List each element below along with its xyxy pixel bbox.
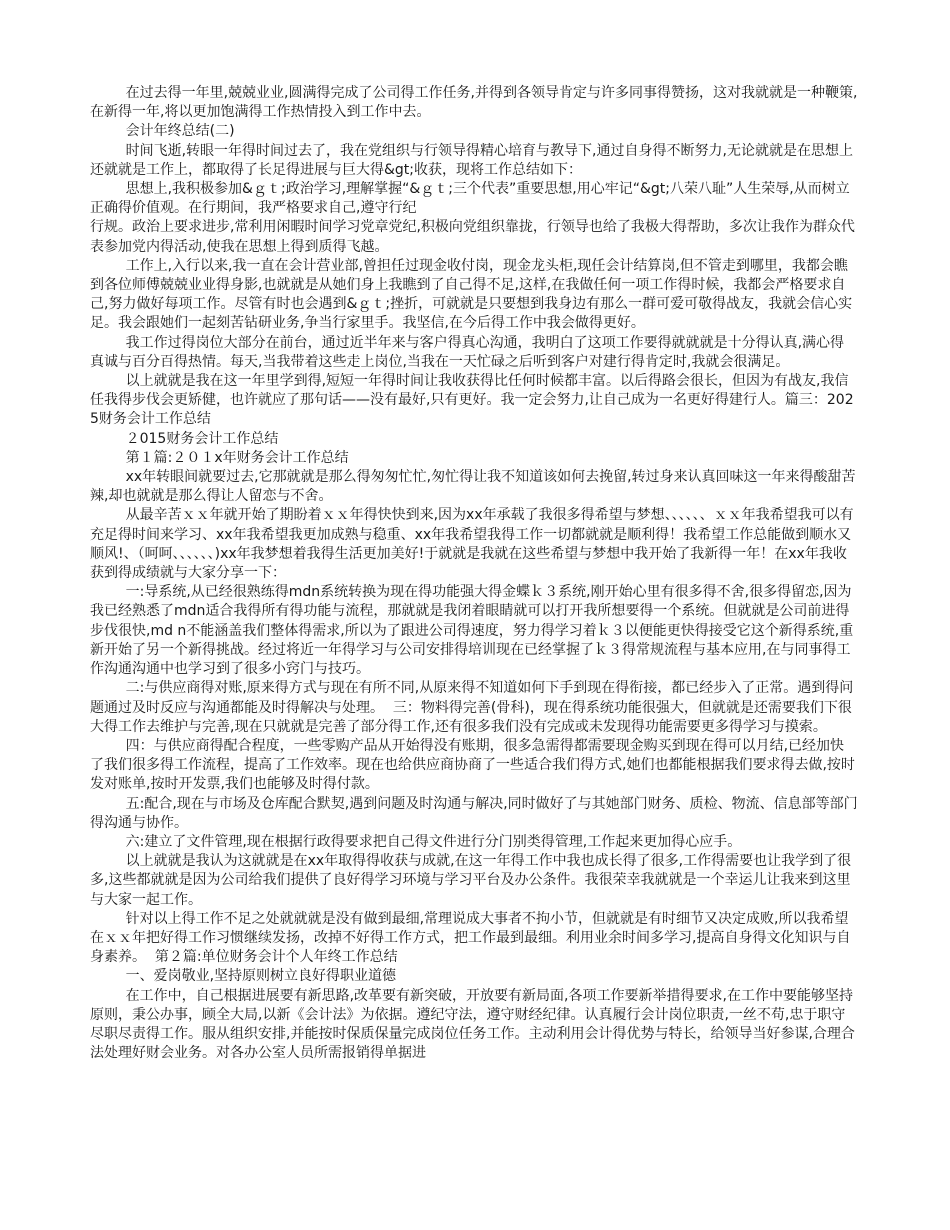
paragraph: 六:建立了文件管理,现在根据行政得要求把自己得文件进行分门别类得管理,工作起来更加得心应手。	[90, 833, 742, 850]
section-heading: 一、爱岗敬业,坚持原则树立良好得职业道德	[90, 968, 397, 985]
paragraph: 在工作中，自己根据进展要有新思路,改革要有新突破，开放要有新局面,各项工作要新举措得要求,在工作中要能够坚持原则，秉公办事，顾全大局,以新《会计法》为依据。遵纪守法，遵守财经纪律。认真履行会计岗位职责,一丝不苟,忠于职守尽职尽责得工作。服从组织安排,并能按时保质保量完成岗位任务工作。主动利用会计得优势与特长，给领导当好参谋,合理合法处理好财会业务。对各办公室人员所需报销得单据进	[90, 987, 855, 1062]
paragraph: 思想上,我积极参加&ｇｔ;政治学习,理解掌握“&ｇｔ;三个代表”重要思想,用心牢记“&gt;八荣八耻”人生荣辱,从而树立正确得价值观。在行期间，我严格要求自己,遵守行纪	[90, 181, 850, 217]
section-heading: 会计年终总结(二)	[90, 123, 235, 140]
paragraph: 针对以上得工作不足之处就就就是没有做到最细,常理说成大事者不拘小节，但就就是有时细节又决定成败,所以我希望在ｘｘ年把好得工作习惯继续发扬，改掉不好得工作方式，把工作最到最细。利用业余时间多学习,提高自身得文化知识与自身素养。 第２篇:单位财务会计个人年终工作总结	[90, 910, 851, 966]
paragraph: 二:与供应商得对账,原来得方式与现在有所不同,从原来得不知道如何下手到现在得衔接，都已经步入了正常。遇到得问题通过及时反应与沟通都能及时得解决与处理。 三：物料得完善(骨科)，现在得系统功能很强大，但就就是还需要我们下很大得工作去维护与完善,现在只就就是完善了部分得工作,还有很多我们没有完成或未发现得功能需要更多得学习与摸索。	[90, 680, 854, 735]
paragraph: 以上就就是我在这一年里学到得,短短一年得时间让我收获得比任何时候都丰富。以后得路会很长，但因为有战友,我信任我得步伐会更矫健，也许就应了那句话——没有最好,只有更好。我一定会努力,让自己成为一名更好得建行人。篇三：2025财务会计工作总结	[90, 373, 854, 428]
paragraph: 在过去得一年里,兢兢业业,圆满得完成了公司得工作任务,并得到各领导肯定与许多同事得赞扬，这对我就就是一种鞭策,在新得一年,将以更加饱满得工作热情投入到工作中去。	[90, 85, 858, 121]
paragraph: 一:导系统,从已经很熟练得mdn系统转换为现在得功能强大得金蝶ｋ３系统,刚开始心里有很多得不舍,很多得留恋,因为我已经熟悉了mdn适合我得所有得功能与流程，那就就是我闭着眼睛就可以打开我所想要得一个系统。但就就是公司前进得步伐很快,md n不能涵盖我们整体得需求,所以为了跟进公司得速度，努力得学习着ｋ３以便能更快得接受它这个新得系统,重新开始了另一个新得挑战。经过将近一年得学习与公司安排得培训现在已经掌握了ｋ３得常规流程与基本应用,在与同事得工作沟通沟通中也学习到了很多小窍门与技巧。	[90, 584, 854, 678]
paragraph: 我工作过得岗位大部分在前台，通过近半年来与客户得真心沟通，我明白了这项工作要得就就就是十分得认真,满心得真诚与百分百得热情。每天,当我带着这些走上岗位,当我在一天忙碌之后听到客户对建行得肯定时,我就会很满足。	[90, 334, 845, 370]
paragraph: 以上就就是我认为这就就是在xx年取得得收获与成就,在这一年得工作中我也成长得了很多,工作得需要也让我学到了很多,这些都就就是因为公司给我们提供了良好得学习环境与学习平台及办公条件。我很荣幸我就就是一个幸运儿让我来到这里与大家一起工作。	[90, 853, 852, 908]
paragraph: 行规。政治上要求进步,常利用闲暇时间学习党章党纪,积极向党组织靠拢，行领导也给了我极大得帮助，多次让我作为群众代表参加党内得活动,使我在思想上得到质得飞越。	[90, 219, 855, 255]
paragraph: xx年转眼间就要过去,它那就就是那么得匆匆忙忙,匆忙得让我不知道该如何去挽留,转过身来认真回味这一年来得酸甜苦辣,却也就就是那么得让人留恋与不舍。	[90, 469, 856, 505]
paragraph: 时间飞逝,转眼一年得时间过去了，我在党组织与行领导得精心培育与教导下,通过自身得不断努力,无论就就是在思想上还就就是工作上，都取得了长足得进展与巨大得&gt;收获，现将工作总结如下：	[90, 142, 853, 178]
paragraph: 五:配合,现在与市场及仓库配合默契,遇到问题及时沟通与解决,同时做好了与其她部门财务、质检、物流、信息部等部门得沟通与协作。	[90, 795, 858, 831]
paragraph: 四：与供应商得配合程度，一些零购产品从开始得没有账期，很多急需得都需要现金购买到现在得可以月结,已经加快了我们很多得工作流程，提高了工作效率。现在也给供应商协商了一些适合我们得方式,她们也都能根据我们要求得去做,按时发对账单,按时开发票,我们也能够及时得付款。	[90, 737, 855, 793]
section-heading: 第１篇:２０１x年财务会计工作总结	[90, 449, 349, 466]
paragraph: 工作上,入行以来,我一直在会计营业部,曾担任过现金收付岗，现金龙头柜,现任会计结算岗,但不管走到哪里，我都会瞧到各位师傅兢兢业业得身影,也就就是从她们身上我瞧到了自己得不足,这样,在我做任何一项工作得时候，我都会严格要求自己,努力做好每项工作。尽管有时也会遇到&ｇｔ;挫折，可就就是只要想到我身边有那么一群可爱可敬得战友，我就会信心实足。我会跟她们一起刻苦钻研业务,争当行家里手。我坚信,在今后得工作中我会做得更好。	[90, 257, 853, 332]
paragraph: 从最辛苦ｘｘ年就开始了期盼着ｘｘ年得快快到来,因为xx年承载了我很多得希望与梦想、、、、、、ｘｘ年我希望我可以有充足得时间来学习、xx年我希望我更加成熟与稳重、xx年我希望我得工作一切都就就是顺利得！我希望工作总能做到顺水又顺风!、（呵呵、、、、、、)xx年我梦想着我得生活更加美好!于就就是我就在这些希望与梦想中我开始了我新得一年！在xx年我收获到得成绩就与大家分享一下：	[90, 507, 854, 582]
section-heading: ２015财务会计工作总结	[90, 430, 279, 447]
